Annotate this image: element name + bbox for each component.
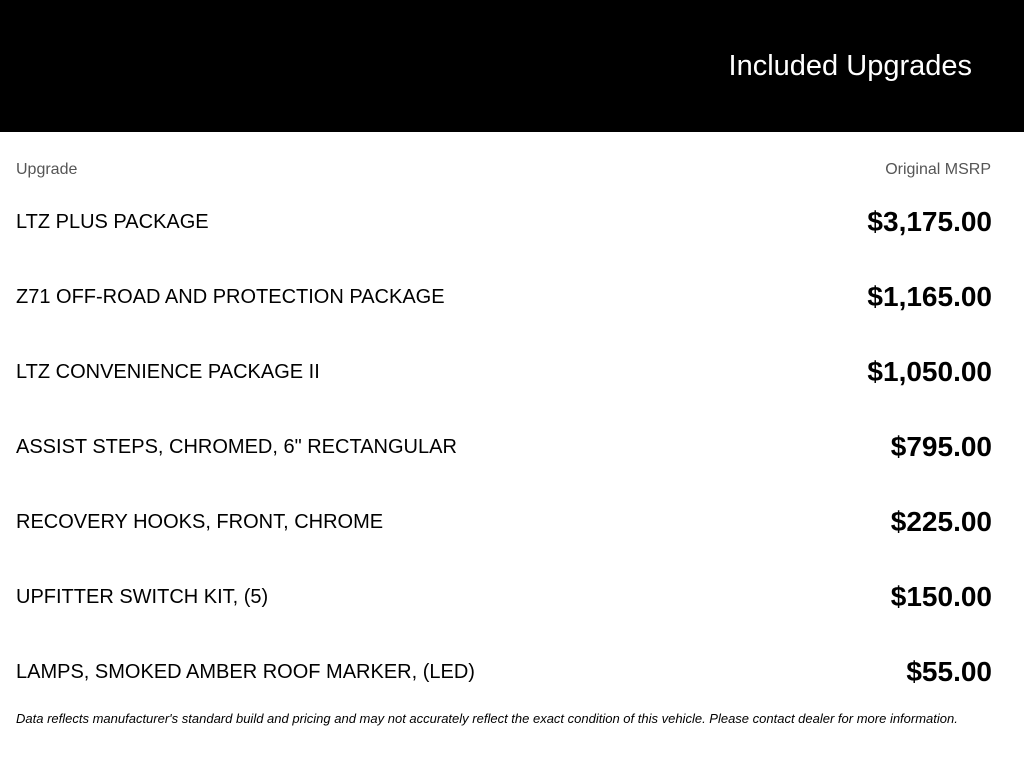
upgrade-price: $795.00 <box>890 431 992 462</box>
upgrade-name: LTZ CONVENIENCE PACKAGE II <box>16 360 320 383</box>
column-header-msrp: Original MSRP <box>885 161 991 178</box>
upgrade-name: UPFITTER SWITCH KIT, (5) <box>16 585 269 608</box>
list-item <box>16 497 992 547</box>
upgrade-name: RECOVERY HOOKS, FRONT, CHROME <box>16 510 384 533</box>
upgrade-price: $1,050.00 <box>867 356 992 387</box>
upgrade-name: ASSIST STEPS, CHROMED, 6" RECTANGULAR <box>16 435 457 458</box>
list-item <box>16 422 992 472</box>
upgrade-name: Z71 OFF-ROAD AND PROTECTION PACKAGE <box>16 285 445 308</box>
upgrade-name: LTZ PLUS PACKAGE <box>16 210 209 233</box>
header-banner <box>0 0 1024 132</box>
column-headers <box>16 160 991 180</box>
list-item <box>16 572 992 622</box>
list-item <box>16 197 992 247</box>
upgrade-price: $55.00 <box>906 656 992 687</box>
upgrades-list <box>16 197 992 722</box>
upgrade-price: $150.00 <box>890 581 992 612</box>
upgrade-price: $1,165.00 <box>867 281 992 312</box>
upgrade-price: $225.00 <box>890 506 992 537</box>
upgrade-price: $3,175.00 <box>867 206 992 237</box>
disclaimer-text: Data reflects manufacturer's standard build and pricing and may not accurately reflect the exact condition of this vehicle. Please contact dealer for more information. <box>16 711 958 726</box>
list-item <box>16 347 992 397</box>
page-title: Included Upgrades <box>728 50 972 82</box>
list-item <box>16 272 992 322</box>
column-header-upgrade: Upgrade <box>16 161 78 178</box>
list-item <box>16 647 992 697</box>
upgrade-name: LAMPS, SMOKED AMBER ROOF MARKER, (LED) <box>16 660 475 683</box>
